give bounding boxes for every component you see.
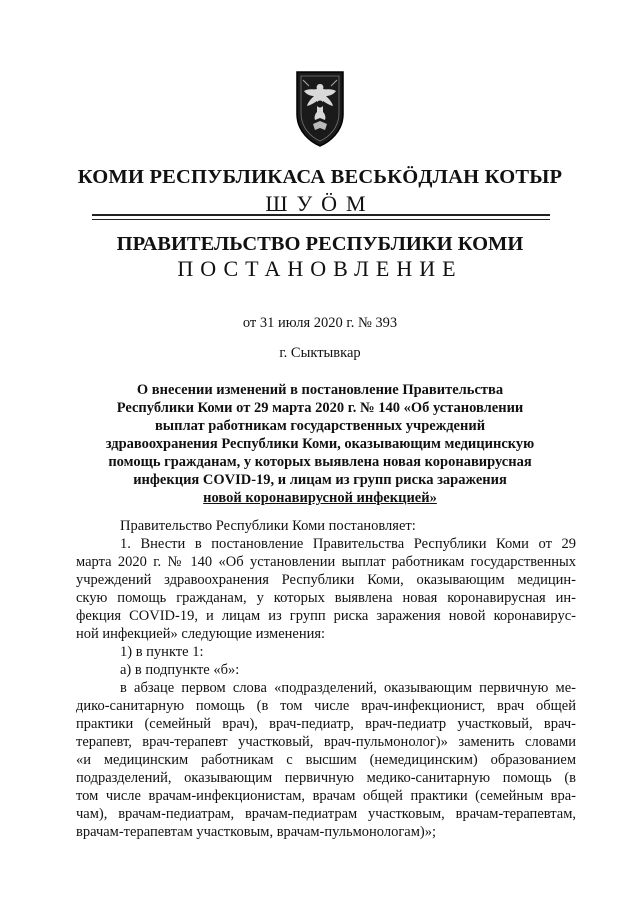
body-line: фекция COVID-19, и лицам из групп риска заражения новой коронавирус- (76, 608, 576, 624)
subject-line: Республики Коми от 29 марта 2020 г. № 140 «Об установлении (116, 400, 524, 416)
body-line: а) в подпункте «б»: (120, 662, 240, 678)
body-line: дико-санитарную помощь (в том числе врач-инфекционист, врач общей (76, 698, 576, 714)
body-line: подразделений, оказывающим первичную медико-санитарную помощь (в (76, 770, 576, 786)
subject-line: новой коронавирусной инфекцией» (203, 490, 437, 506)
body-line: том числе врачам-инфекционистам, врачам общей практики (семейным вра- (76, 788, 576, 804)
body-line: терапевт, врач-терапевт участковый, врач-пульмонолог)» заменить словами (76, 734, 576, 750)
header-divider-thick (92, 214, 550, 216)
subject-line: выплат работникам государственных учреждений (154, 418, 486, 434)
body-line: марта 2020 г. № 140 «Об установлении выплат работникам государственных (76, 554, 576, 570)
header-divider-thin (92, 219, 550, 220)
komi-coat-of-arms-emblem (289, 68, 351, 148)
body-line: врачам-терапевтам участковым, врачам-пульмонологам)»; (76, 824, 437, 840)
body-line: практики (семейный врач), врач-педиатр, врач-педиатр участковый, врач- (76, 716, 576, 732)
body-line: 1. Внести в постановление Правительства Республики Коми от 29 (120, 536, 576, 552)
subject-line: О внесении изменений в постановление Правительства (136, 382, 504, 398)
body-line: учреждений здравоохранения Республики Коми, оказывающим медицин- (76, 572, 576, 588)
document-subject (0, 381, 640, 507)
komi-government-title: КОМИ РЕСПУБЛИКАСА ВЕСЬКӦДЛАН КОТЫР (77, 166, 563, 188)
body-line: «и медицинским работникам с высшим (немедицинским) образованием (76, 752, 576, 768)
document-body (76, 517, 576, 841)
document-type: ПОСТАНОВЛЕНИЕ (177, 256, 463, 281)
subject-line: помощь гражданам, у которых выявлена новая коронавирусная (108, 454, 532, 470)
subject-line: здравоохранения Республики Коми, оказывающим медицинскую (105, 436, 535, 452)
government-title: ПРАВИТЕЛЬСТВО РЕСПУБЛИКИ КОМИ (116, 233, 524, 255)
subject-line: инфекция COVID-19, и лицам из групп риска заражения (133, 472, 507, 488)
komi-document-type: ШУӦМ (265, 191, 375, 216)
body-line: скую помощь гражданам, у которых выявлена новая коронавирусная ин- (76, 590, 576, 606)
document-place: г. Сыктывкар (279, 345, 361, 361)
body-line: в абзаце первом слова «подразделений, оказывающим первичную ме- (120, 680, 576, 696)
body-line: 1) в пункте 1: (120, 644, 204, 660)
body-line: Правительство Республики Коми постановляет: (120, 518, 416, 534)
body-line: чам), врачам-педиатрам, врачам-педиатрам участковым, врачам-терапевтам, (76, 806, 576, 822)
body-line: ной инфекцией» следующие изменения: (76, 626, 326, 642)
document-date-number: от 31 июля 2020 г. № 393 (242, 315, 398, 331)
